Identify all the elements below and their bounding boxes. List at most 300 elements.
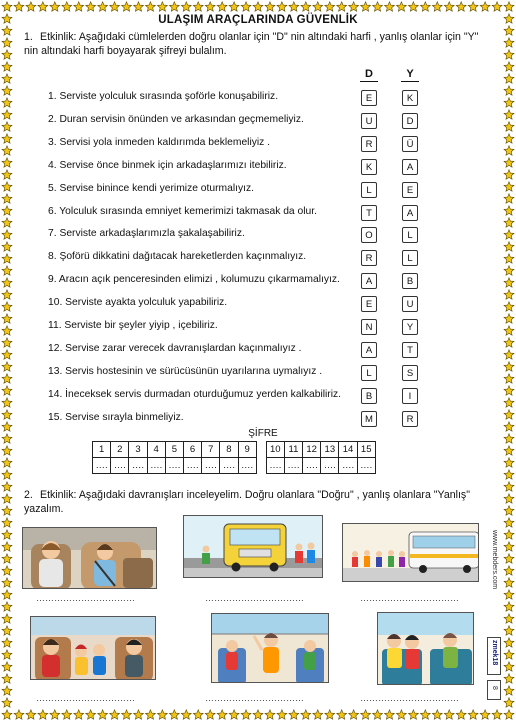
border-star-icon bbox=[241, 2, 251, 11]
statement-text: 9. Aracın açık penceresinden elimizi , kolumuzu çıkarmamalıyız. bbox=[48, 274, 340, 286]
letter-box-d[interactable]: L bbox=[361, 182, 377, 198]
border-star-icon bbox=[504, 170, 514, 179]
border-star-icon bbox=[38, 710, 48, 719]
border-star-icon bbox=[504, 578, 514, 587]
border-star-icon bbox=[2, 38, 12, 47]
border-star-icon bbox=[2, 530, 12, 539]
picture-children-inside-bus bbox=[211, 613, 329, 683]
border-star-icon bbox=[2, 614, 12, 623]
border-star-icon bbox=[2, 314, 12, 323]
border-star-icon bbox=[2, 194, 12, 203]
border-star-icon bbox=[2, 590, 12, 599]
letter-box-d[interactable]: U bbox=[361, 113, 377, 129]
letter-box-d[interactable]: A bbox=[361, 342, 377, 358]
sifre-answer-cell[interactable]: …. bbox=[111, 458, 129, 474]
border-star-icon bbox=[110, 710, 120, 719]
border-star-icon bbox=[26, 710, 36, 719]
border-star-icon bbox=[2, 122, 12, 131]
border-star-icon bbox=[492, 2, 502, 11]
sifre-answer-cell[interactable]: …. bbox=[357, 458, 375, 474]
border-star-icon bbox=[2, 398, 12, 407]
border-star-icon bbox=[157, 2, 167, 11]
border-star-icon bbox=[373, 710, 383, 719]
letter-box-y[interactable]: L bbox=[402, 227, 418, 243]
border-star-icon bbox=[98, 710, 108, 719]
statement-text: 10. Serviste ayakta yolculuk yapabiliriz. bbox=[48, 297, 228, 309]
border-star-icon bbox=[349, 2, 359, 11]
border-star-icon bbox=[337, 710, 347, 719]
border-star-icon bbox=[265, 2, 275, 11]
letter-box-y[interactable]: A bbox=[402, 159, 418, 175]
border-star-icon bbox=[2, 662, 12, 671]
border-star-icon bbox=[134, 2, 144, 11]
border-star-icon bbox=[2, 638, 12, 647]
border-star-icon bbox=[504, 686, 514, 695]
picture-family-car bbox=[30, 616, 156, 680]
border-star-icon bbox=[313, 2, 323, 11]
side-site-label: www.mebders.com bbox=[491, 530, 498, 590]
border-star-icon bbox=[86, 2, 96, 11]
letter-box-y[interactable]: K bbox=[402, 90, 418, 106]
statement-text: 8. Şoförü dikkatini dağıtacak hareketlerden kaçınmalıyız. bbox=[48, 251, 307, 263]
border-star-icon bbox=[253, 2, 263, 11]
letter-box-d[interactable]: A bbox=[361, 273, 377, 289]
border-star-icon bbox=[289, 2, 299, 11]
sifre-answer-cell[interactable]: …. bbox=[183, 458, 201, 474]
border-star-icon bbox=[2, 230, 12, 239]
border-star-icon bbox=[504, 458, 514, 467]
sifre-number-cell: 10 bbox=[266, 442, 284, 458]
border-star-icon bbox=[504, 194, 514, 203]
border-star-icon bbox=[2, 134, 12, 143]
border-star-icon bbox=[420, 2, 430, 11]
border-star-icon bbox=[50, 710, 60, 719]
border-star-icon bbox=[504, 2, 514, 11]
sifre-number-cell: 3 bbox=[129, 442, 147, 458]
border-star-icon bbox=[504, 566, 514, 575]
border-star-icon bbox=[504, 602, 514, 611]
border-star-icon bbox=[504, 98, 514, 107]
sifre-number-cell: 2 bbox=[111, 442, 129, 458]
border-star-icon bbox=[2, 110, 12, 119]
sifre-table bbox=[92, 441, 376, 474]
border-star-icon bbox=[444, 710, 454, 719]
border-star-icon bbox=[2, 446, 12, 455]
border-star-icon bbox=[504, 590, 514, 599]
sifre-answer-cell[interactable]: …. bbox=[238, 458, 256, 474]
border-star-icon bbox=[385, 710, 395, 719]
border-star-icon bbox=[277, 710, 287, 719]
border-star-icon bbox=[480, 2, 490, 11]
border-star-icon bbox=[14, 2, 24, 11]
letter-box-y[interactable]: T bbox=[402, 342, 418, 358]
sifre-answer-cell[interactable]: …. bbox=[220, 458, 238, 474]
sifre-number-cell: 14 bbox=[339, 442, 357, 458]
border-star-icon bbox=[2, 170, 12, 179]
column-d-underline bbox=[360, 81, 378, 82]
border-star-icon bbox=[2, 518, 12, 527]
border-star-icon bbox=[38, 2, 48, 11]
sifre-gap bbox=[256, 458, 266, 474]
border-star-icon bbox=[2, 482, 12, 491]
border-star-icon bbox=[396, 710, 406, 719]
border-star-icon bbox=[504, 326, 514, 335]
border-star-icon bbox=[2, 326, 12, 335]
border-star-icon bbox=[122, 2, 132, 11]
border-star-icon bbox=[504, 650, 514, 659]
border-star-icon bbox=[2, 506, 12, 515]
statement-text: 11. Serviste bir şeyler yiyip , içebiliriz. bbox=[48, 320, 218, 331]
border-star-icon bbox=[504, 638, 514, 647]
statement-text: 14. İneceksek servis durmadan oturduğumuz yerden kalkabiliriz. bbox=[48, 388, 342, 400]
border-star-icon bbox=[62, 710, 72, 719]
border-star-icon bbox=[2, 74, 12, 83]
border-star-icon bbox=[325, 710, 335, 719]
border-star-icon bbox=[480, 710, 490, 719]
column-d-header: D bbox=[365, 68, 373, 80]
sifre-number-row bbox=[93, 442, 376, 458]
border-star-icon bbox=[26, 2, 36, 11]
answer-line-5[interactable]: …………………………… bbox=[205, 693, 304, 703]
border-star-icon bbox=[86, 710, 96, 719]
border-star-icon bbox=[504, 254, 514, 263]
border-star-icon bbox=[504, 110, 514, 119]
letter-box-y[interactable]: D bbox=[402, 113, 418, 129]
border-star-icon bbox=[504, 362, 514, 371]
border-star-icon bbox=[2, 146, 12, 155]
border-star-icon bbox=[408, 710, 418, 719]
border-star-icon bbox=[169, 710, 179, 719]
border-star-icon bbox=[504, 446, 514, 455]
border-star-icon bbox=[385, 2, 395, 11]
column-y-underline bbox=[401, 81, 419, 82]
border-star-icon bbox=[504, 518, 514, 527]
border-star-icon bbox=[504, 494, 514, 503]
border-star-icon bbox=[456, 2, 466, 11]
letter-box-d[interactable]: R bbox=[361, 250, 377, 266]
side-site-wrap bbox=[488, 530, 500, 610]
statement-text: 2. Duran servisin önünden ve arkasından geçmemeliyiz. bbox=[48, 113, 304, 125]
border-star-icon bbox=[193, 2, 203, 11]
border-star-icon bbox=[361, 710, 371, 719]
border-star-icon bbox=[2, 338, 12, 347]
border-star-icon bbox=[2, 542, 12, 551]
border-star-icon bbox=[301, 2, 311, 11]
sifre-number-cell: 9 bbox=[238, 442, 256, 458]
border-star-icon bbox=[2, 350, 12, 359]
border-star-icon bbox=[2, 182, 12, 191]
letter-box-y[interactable]: B bbox=[402, 273, 418, 289]
border-star-icon bbox=[145, 2, 155, 11]
sifre-number-cell: 13 bbox=[321, 442, 339, 458]
border-star-icon bbox=[420, 710, 430, 719]
border-star-icon bbox=[181, 2, 191, 11]
border-star-icon bbox=[504, 530, 514, 539]
border-star-icon bbox=[504, 626, 514, 635]
border-star-icon bbox=[504, 242, 514, 251]
letter-box-d[interactable]: E bbox=[361, 90, 377, 106]
border-star-icon bbox=[492, 710, 502, 719]
border-star-icon bbox=[301, 710, 311, 719]
border-star-icon bbox=[2, 362, 12, 371]
activity2-instruction-block bbox=[24, 488, 494, 516]
border-star-icon bbox=[122, 710, 132, 719]
border-star-icon bbox=[504, 26, 514, 35]
border-star-icon bbox=[373, 2, 383, 11]
sifre-number-cell: 7 bbox=[202, 442, 220, 458]
border-star-icon bbox=[504, 506, 514, 515]
border-star-icon bbox=[337, 2, 347, 11]
border-star-icon bbox=[504, 674, 514, 683]
border-star-icon bbox=[2, 374, 12, 383]
statement-text: 3. Servisi yola inmeden kaldırımda beklemeliyiz . bbox=[48, 136, 271, 148]
border-star-icon bbox=[217, 2, 227, 11]
border-star-icon bbox=[504, 386, 514, 395]
sifre-answer-cell[interactable]: …. bbox=[321, 458, 339, 474]
border-star-icon bbox=[2, 650, 12, 659]
border-star-icon bbox=[504, 86, 514, 95]
border-star-icon bbox=[504, 314, 514, 323]
border-star-icon bbox=[361, 2, 371, 11]
border-star-icon bbox=[2, 266, 12, 275]
border-star-icon bbox=[504, 50, 514, 59]
letter-box-d[interactable]: E bbox=[361, 296, 377, 312]
border-star-icon bbox=[98, 2, 108, 11]
border-star-icon bbox=[349, 710, 359, 719]
border-star-icon bbox=[504, 266, 514, 275]
border-star-icon bbox=[2, 302, 12, 311]
border-star-icon bbox=[14, 710, 24, 719]
border-star-icon bbox=[2, 290, 12, 299]
border-star-icon bbox=[229, 2, 239, 11]
border-star-icon bbox=[2, 710, 12, 719]
border-star-icon bbox=[468, 710, 478, 719]
border-star-icon bbox=[2, 98, 12, 107]
border-star-icon bbox=[2, 218, 12, 227]
border-star-icon bbox=[313, 710, 323, 719]
activity2-instruction: Etkinlik: Aşağıdaki davranışları inceleyelim. Doğru olanlara "Doğru" , yanlış olanlara "Yanlış" yazalım. bbox=[24, 489, 470, 515]
border-star-icon bbox=[193, 710, 203, 719]
border-star-icon bbox=[110, 2, 120, 11]
border-star-icon bbox=[169, 2, 179, 11]
activity2-number: 2. bbox=[24, 489, 33, 501]
statement-text: 4. Servise önce binmek için arkadaşlarımızı itebiliriz. bbox=[48, 159, 287, 171]
border-star-icon bbox=[2, 578, 12, 587]
sifre-number-cell: 15 bbox=[357, 442, 375, 458]
border-star-icon bbox=[504, 218, 514, 227]
border-star-icon bbox=[504, 74, 514, 83]
border-star-icon bbox=[504, 698, 514, 707]
border-star-icon bbox=[277, 2, 287, 11]
border-star-icon bbox=[2, 602, 12, 611]
letter-box-y[interactable]: A bbox=[402, 205, 418, 221]
border-star-icon bbox=[504, 38, 514, 47]
border-star-icon bbox=[504, 134, 514, 143]
border-star-icon bbox=[2, 50, 12, 59]
letter-box-d[interactable]: R bbox=[361, 136, 377, 152]
border-star-icon bbox=[504, 554, 514, 563]
border-star-icon bbox=[2, 494, 12, 503]
border-star-icon bbox=[504, 62, 514, 71]
border-star-icon bbox=[2, 626, 12, 635]
letter-box-y[interactable]: E bbox=[402, 182, 418, 198]
border-star-icon bbox=[504, 662, 514, 671]
border-star-icon bbox=[2, 470, 12, 479]
answer-line-6[interactable]: …………………………… bbox=[360, 693, 459, 703]
letter-box-y[interactable]: L bbox=[402, 250, 418, 266]
border-star-icon bbox=[265, 710, 275, 719]
border-star-icon bbox=[504, 410, 514, 419]
answer-line-4[interactable]: …………………………… bbox=[36, 693, 135, 703]
sifre-answer-cell[interactable]: …. bbox=[147, 458, 165, 474]
border-star-icon bbox=[205, 710, 215, 719]
border-star-icon bbox=[2, 566, 12, 575]
letter-box-d[interactable]: N bbox=[361, 319, 377, 335]
border-star-icon bbox=[2, 554, 12, 563]
sifre-number-cell: 6 bbox=[183, 442, 201, 458]
border-star-icon bbox=[504, 278, 514, 287]
border-star-icon bbox=[205, 2, 215, 11]
border-star-icon bbox=[456, 710, 466, 719]
letter-box-y[interactable]: Ü bbox=[402, 136, 418, 152]
border-star-icon bbox=[468, 2, 478, 11]
sifre-number-cell: 1 bbox=[93, 442, 111, 458]
border-star-icon bbox=[504, 470, 514, 479]
border-star-icon bbox=[504, 614, 514, 623]
border-star-icon bbox=[504, 158, 514, 167]
sifre-gap bbox=[256, 442, 266, 458]
border-star-icon bbox=[504, 350, 514, 359]
letter-box-y[interactable]: R bbox=[402, 411, 418, 427]
border-star-icon bbox=[432, 710, 442, 719]
border-star-icon bbox=[504, 146, 514, 155]
border-star-icon bbox=[74, 2, 84, 11]
sifre-number-cell: 11 bbox=[284, 442, 302, 458]
sifre-answer-cell[interactable]: …. bbox=[202, 458, 220, 474]
border-star-icon bbox=[2, 278, 12, 287]
border-star-icon bbox=[229, 710, 239, 719]
statement-text: 15. Servise sırayla binmeliyiz. bbox=[48, 411, 184, 423]
border-star-icon bbox=[2, 158, 12, 167]
border-star-icon bbox=[396, 2, 406, 11]
statement-text: 5. Servise binince kendi yerimize oturmalıyız. bbox=[48, 182, 255, 194]
border-star-icon bbox=[134, 710, 144, 719]
border-star-icon bbox=[181, 710, 191, 719]
picture-seatbelt-child bbox=[22, 527, 157, 589]
column-y-header: Y bbox=[406, 68, 414, 80]
border-star-icon bbox=[62, 2, 72, 11]
answer-line-3[interactable]: …………………………… bbox=[360, 593, 459, 603]
statement-text: 6. Yolculuk sırasında emniyet kemerimizi takmasak da olur. bbox=[48, 205, 317, 217]
sifre-number-cell: 4 bbox=[147, 442, 165, 458]
sifre-answer-cell[interactable]: …. bbox=[284, 458, 302, 474]
sifre-label: ŞİFRE bbox=[248, 428, 278, 439]
side-code-box bbox=[487, 637, 501, 675]
sifre-answer-row bbox=[93, 458, 376, 474]
border-star-icon bbox=[217, 710, 227, 719]
letter-box-d[interactable]: B bbox=[361, 388, 377, 404]
border-star-icon bbox=[504, 122, 514, 131]
sifre-answer-cell[interactable]: …. bbox=[165, 458, 183, 474]
border-star-icon bbox=[504, 230, 514, 239]
border-star-icon bbox=[325, 2, 335, 11]
border-star-icon bbox=[145, 710, 155, 719]
border-star-icon bbox=[2, 86, 12, 95]
statement-text: 1. Serviste yolculuk sırasında şoförle konuşabiliriz. bbox=[48, 91, 279, 102]
border-star-icon bbox=[2, 458, 12, 467]
letter-box-d[interactable]: T bbox=[361, 205, 377, 221]
border-star-icon bbox=[2, 26, 12, 35]
letter-box-d[interactable]: M bbox=[361, 411, 377, 427]
answer-line-1[interactable]: …………………………… bbox=[36, 593, 135, 603]
border-star-icon bbox=[2, 686, 12, 695]
border-star-icon bbox=[2, 2, 12, 11]
border-star-icon bbox=[50, 2, 60, 11]
statement-text: 13. Servis hostesinin ve sürücüsünün uyarılarına uymalıyız . bbox=[48, 365, 323, 377]
activity1-instruction-block bbox=[24, 30, 494, 58]
border-star-icon bbox=[289, 710, 299, 719]
letter-box-d[interactable]: K bbox=[361, 159, 377, 175]
side-code-label: zmek18 bbox=[491, 640, 498, 666]
border-star-icon bbox=[2, 254, 12, 263]
border-star-icon bbox=[504, 302, 514, 311]
border-star-icon bbox=[2, 410, 12, 419]
border-star-icon bbox=[504, 206, 514, 215]
statement-text: 7. Serviste arkadaşlarımızla şakalaşabiliriz. bbox=[48, 228, 245, 240]
border-star-icon bbox=[504, 398, 514, 407]
letter-box-d[interactable]: L bbox=[361, 365, 377, 381]
border-star-icon bbox=[444, 2, 454, 11]
activity1-instruction: Etkinlik: Aşağıdaki cümlelerden doğru olanlar için "D" nin altındaki harfi , yanlış olanlar için "Y" nin altındaki harfi boyayarak şifreyi bulalım. bbox=[24, 31, 479, 57]
picture-children-seated bbox=[377, 612, 474, 685]
side-page-box bbox=[487, 680, 501, 700]
side-page-label: 8 bbox=[491, 686, 498, 690]
border-star-icon bbox=[253, 710, 263, 719]
picture-bus-stop-queue bbox=[342, 523, 479, 582]
border-star-icon bbox=[2, 698, 12, 707]
border-star-icon bbox=[2, 242, 12, 251]
letter-box-y[interactable]: Y bbox=[402, 319, 418, 335]
sifre-answer-cell[interactable]: …. bbox=[303, 458, 321, 474]
statement-text: 12. Servise zarar verecek davranışlardan kaçınmalıyız . bbox=[48, 342, 302, 354]
picture-bus-children bbox=[183, 515, 323, 578]
sifre-number-cell: 8 bbox=[220, 442, 238, 458]
letter-box-y[interactable]: I bbox=[402, 388, 418, 404]
border-star-icon bbox=[2, 206, 12, 215]
sifre-number-cell: 5 bbox=[165, 442, 183, 458]
border-star-icon bbox=[2, 386, 12, 395]
sifre-number-cell: 12 bbox=[303, 442, 321, 458]
answer-line-2[interactable]: …………………………… bbox=[205, 593, 304, 603]
border-star-icon bbox=[408, 2, 418, 11]
border-star-icon bbox=[74, 710, 84, 719]
sifre-answer-cell[interactable]: …. bbox=[266, 458, 284, 474]
sifre-answer-cell[interactable]: …. bbox=[339, 458, 357, 474]
border-star-icon bbox=[504, 710, 514, 719]
border-star-icon bbox=[504, 182, 514, 191]
border-star-icon bbox=[504, 374, 514, 383]
border-star-icon bbox=[504, 482, 514, 491]
sifre-answer-cell[interactable]: …. bbox=[93, 458, 111, 474]
border-star-icon bbox=[432, 2, 442, 11]
letter-box-y[interactable]: S bbox=[402, 365, 418, 381]
activity1-number: 1. bbox=[24, 31, 33, 43]
sifre-answer-cell[interactable]: …. bbox=[129, 458, 147, 474]
letter-box-y[interactable]: U bbox=[402, 296, 418, 312]
border-star-icon bbox=[504, 338, 514, 347]
border-star-icon bbox=[157, 710, 167, 719]
letter-box-d[interactable]: O bbox=[361, 227, 377, 243]
